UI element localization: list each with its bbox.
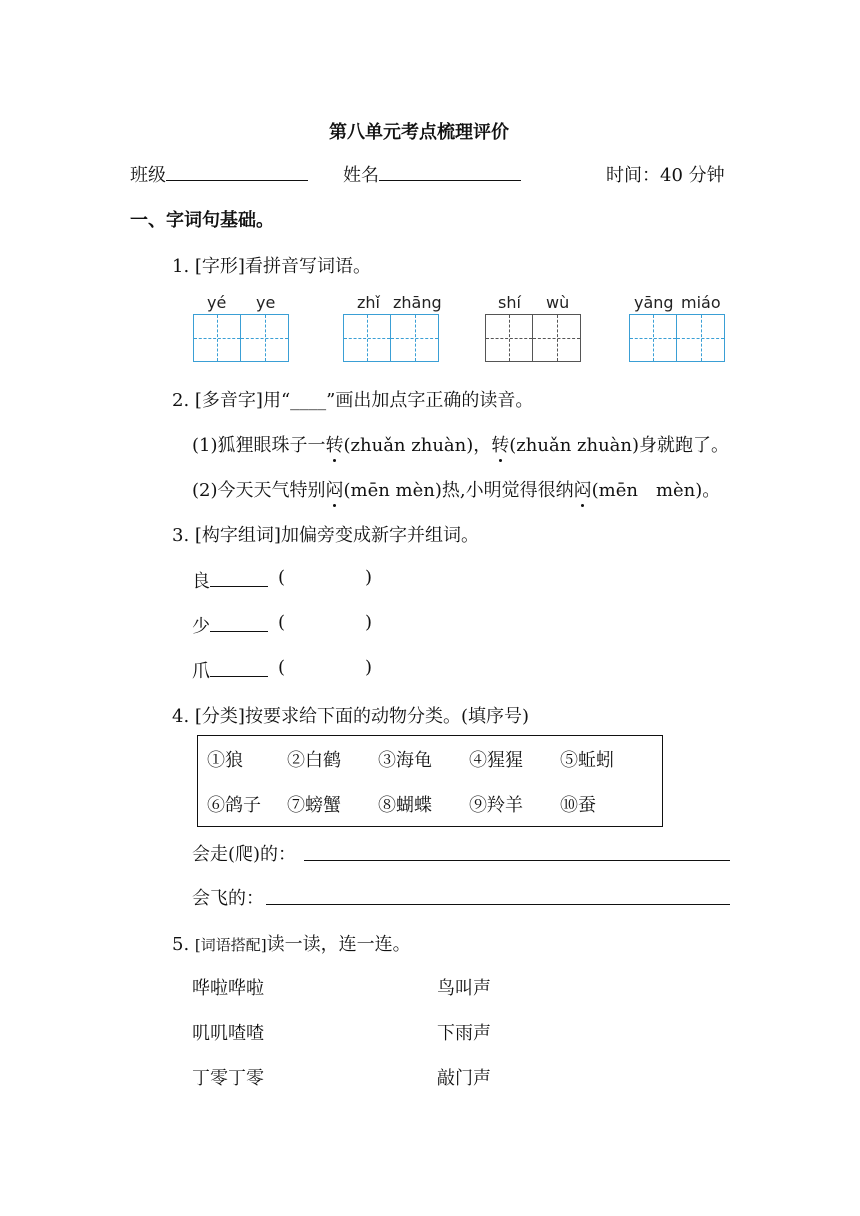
q1-pinyin-3a: shí — [498, 293, 521, 312]
page-title: 第八单元考点梳理评价 — [329, 122, 509, 143]
writing-cell[interactable] — [241, 314, 289, 362]
q3-blank[interactable] — [210, 568, 268, 587]
q5-number: 5. — [172, 934, 195, 955]
q1-label: 1. [字形]看拼音写词语。 — [172, 256, 371, 277]
animal-option: ②白鹤 — [287, 750, 341, 771]
writing-cell[interactable] — [485, 314, 533, 362]
match-right-item[interactable]: 下雨声 — [437, 1023, 491, 1044]
animal-option: ⑩蚕 — [560, 795, 596, 816]
match-left-item[interactable]: 哗啦哗啦 — [192, 978, 264, 999]
q1-pinyin-4a: yāng — [634, 293, 674, 312]
name-label: 姓名 — [343, 165, 379, 186]
q5-instruction: 读一读，连一连。 — [266, 934, 411, 955]
animal-option: ⑧蝴蝶 — [378, 795, 432, 816]
section-heading: 一、字词句基础。 — [130, 210, 274, 231]
q2-options[interactable]: (mēn mèn)热,小明觉得很纳 — [343, 480, 574, 501]
fly-label: 会飞的： — [192, 888, 264, 909]
q3-char: 良 — [192, 571, 210, 592]
q4-label: 4. [分类]按要求给下面的动物分类。(填序号) — [172, 706, 529, 727]
walk-answer-line[interactable] — [304, 860, 730, 861]
q3-item — [192, 657, 268, 683]
animal-option: ⑦螃蟹 — [287, 795, 341, 816]
paren-open: ( — [278, 567, 286, 588]
q3-char: 少 — [192, 616, 210, 637]
q1-grid-4[interactable] — [629, 314, 725, 362]
class-label: 班级 — [130, 165, 166, 186]
q2-label: 2. [多音字]用“____”画出加点字正确的读音。 — [172, 390, 534, 411]
q1-grid-3[interactable] — [485, 314, 581, 362]
paren-open: ( — [278, 612, 286, 633]
animal-option: ⑨羚羊 — [469, 795, 523, 816]
time-text: 时间：40 分钟 — [606, 165, 725, 186]
paren-close: ) — [365, 567, 373, 588]
writing-cell[interactable] — [533, 314, 581, 362]
q3-item — [192, 567, 268, 593]
q2-line-2 — [192, 476, 720, 502]
paren-open: ( — [278, 657, 286, 678]
animal-option: ③海龟 — [378, 750, 432, 771]
q3-char: 爪 — [192, 661, 210, 682]
writing-cell[interactable] — [193, 314, 241, 362]
dotted-char: 闷 — [326, 476, 344, 502]
writing-cell[interactable] — [391, 314, 439, 362]
q3-blank[interactable] — [210, 613, 268, 632]
q2-options[interactable]: (zhuǎn zhuàn)， — [343, 435, 492, 456]
match-left-item[interactable]: 丁零丁零 — [192, 1068, 264, 1089]
name-blank[interactable] — [379, 162, 521, 181]
q3-blank[interactable] — [210, 658, 268, 677]
animal-option: ⑥鸽子 — [207, 795, 261, 816]
q2-options[interactable]: (zhuǎn zhuàn)身就跑了。 — [509, 435, 730, 456]
name-field — [343, 161, 521, 187]
q1-pinyin-2a: zhǐ — [357, 293, 380, 312]
match-left-item[interactable]: 叽叽喳喳 — [192, 1023, 264, 1044]
q1-pinyin-1a: yé — [207, 293, 227, 312]
paren-close: ) — [365, 657, 373, 678]
walk-label: 会走(爬)的： — [192, 844, 297, 865]
dotted-char: 转 — [491, 431, 509, 457]
q2-options[interactable]: (mēn mèn)。 — [591, 480, 721, 501]
fly-answer-line[interactable] — [266, 904, 730, 905]
writing-cell[interactable] — [343, 314, 391, 362]
animal-option: ①狼 — [207, 750, 243, 771]
q2-text: (1)狐狸眼珠子一 — [192, 435, 326, 456]
class-blank[interactable] — [166, 162, 308, 181]
match-right-item[interactable]: 鸟叫声 — [437, 978, 491, 999]
animal-option: ④猩猩 — [469, 750, 523, 771]
q3-label: 3. [构字组词]加偏旁变成新字并组词。 — [172, 525, 479, 546]
match-right-item[interactable]: 敲门声 — [437, 1068, 491, 1089]
q2-text: (2)今天天气特别 — [192, 480, 326, 501]
q1-grid-2[interactable] — [343, 314, 439, 362]
dotted-char: 转 — [326, 431, 344, 457]
writing-cell[interactable] — [629, 314, 677, 362]
q3-item — [192, 612, 268, 638]
animal-option: ⑤蚯蚓 — [560, 750, 614, 771]
q5-tag: [词语搭配] — [194, 936, 267, 954]
q1-pinyin-2b: zhāng — [393, 293, 442, 312]
q1-grid-1[interactable] — [193, 314, 289, 362]
q1-pinyin-1b: ye — [256, 293, 276, 312]
q5-label — [172, 930, 411, 956]
paren-close: ) — [365, 612, 373, 633]
q1-pinyin-3b: wù — [546, 293, 570, 312]
q1-pinyin-4b: miáo — [681, 293, 721, 312]
dotted-char: 闷 — [574, 476, 592, 502]
writing-cell[interactable] — [677, 314, 725, 362]
class-field — [130, 161, 308, 187]
q2-line-1 — [192, 431, 729, 457]
